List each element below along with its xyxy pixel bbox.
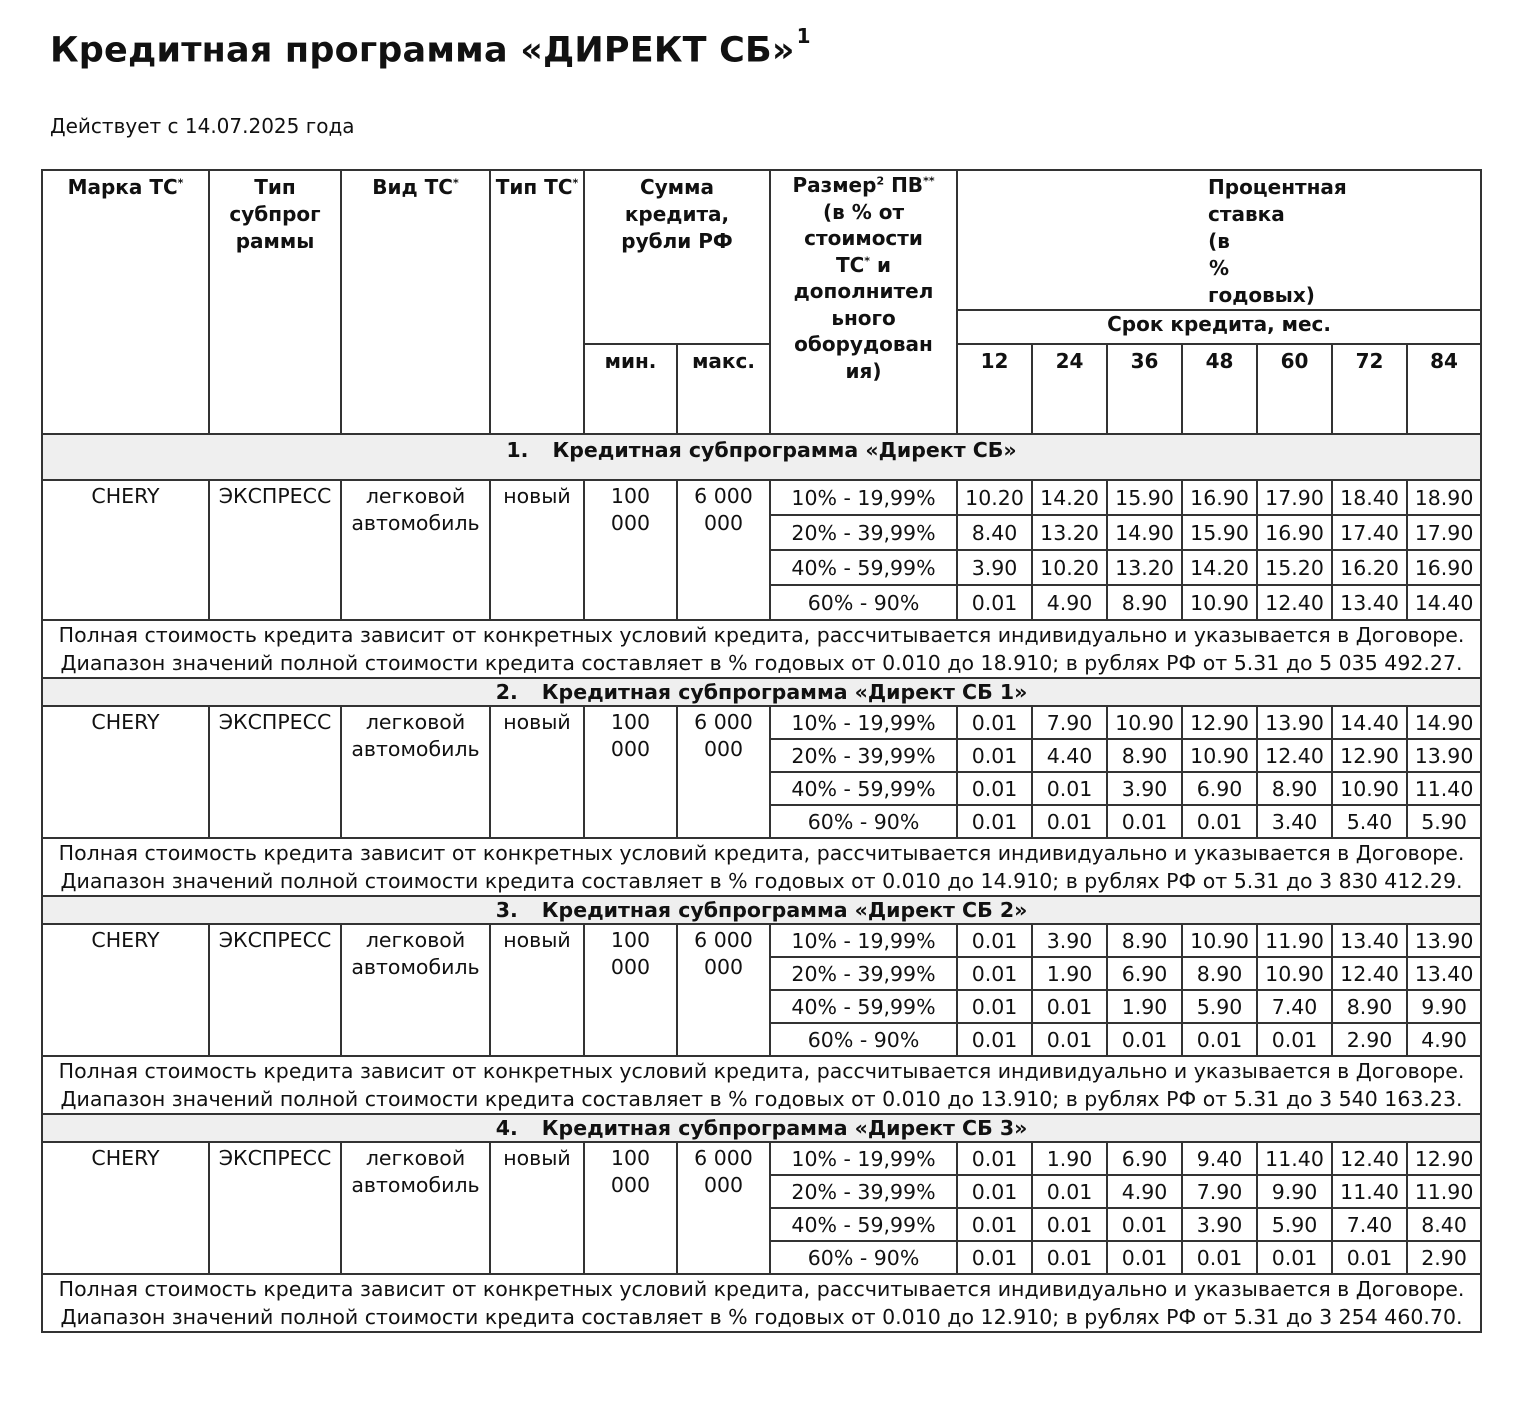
cell-rate-72: 14.40 bbox=[1332, 706, 1407, 739]
header-term: Срок кредита, мес. bbox=[957, 310, 1481, 344]
cell-rate-12: 0.01 bbox=[957, 706, 1032, 739]
cell-rate-24: 3.90 bbox=[1032, 924, 1107, 957]
header-interest-rate: Процентная ставка (в % годовых) bbox=[957, 170, 1481, 310]
rates-table bbox=[41, 169, 1482, 1333]
cell-rate-84: 17.90 bbox=[1407, 515, 1481, 550]
section-header bbox=[42, 434, 1481, 480]
cell-rate-48: 0.01 bbox=[1182, 1023, 1257, 1056]
cell-rate-84: 5.90 bbox=[1407, 805, 1481, 838]
cell-rate-72: 13.40 bbox=[1332, 585, 1407, 620]
cell-down-payment-range: 20% - 39,99% bbox=[770, 739, 957, 772]
cell-subprogram-type: ЭКСПРЕСС bbox=[209, 1142, 341, 1274]
cell-rate-48: 10.90 bbox=[1182, 739, 1257, 772]
cell-rate-36: 0.01 bbox=[1107, 1023, 1182, 1056]
table-row bbox=[42, 924, 1481, 957]
cell-rate-48: 0.01 bbox=[1182, 805, 1257, 838]
cell-rate-72: 2.90 bbox=[1332, 1023, 1407, 1056]
cell-vehicle-type: новый bbox=[490, 480, 584, 620]
cell-rate-84: 18.90 bbox=[1407, 480, 1481, 515]
header-term-60: 60 bbox=[1257, 344, 1332, 434]
section-note-row bbox=[42, 838, 1481, 896]
cell-brand: CHERY bbox=[42, 1142, 209, 1274]
header-term-36: 36 bbox=[1107, 344, 1182, 434]
cell-rate-48: 14.20 bbox=[1182, 550, 1257, 585]
cell-rate-36: 15.90 bbox=[1107, 480, 1182, 515]
cell-rate-36: 6.90 bbox=[1107, 957, 1182, 990]
cell-down-payment-range: 10% - 19,99% bbox=[770, 1142, 957, 1175]
cell-rate-48: 8.90 bbox=[1182, 957, 1257, 990]
cell-subprogram-type: ЭКСПРЕСС bbox=[209, 924, 341, 1056]
cell-rate-60: 12.40 bbox=[1257, 739, 1332, 772]
cell-rate-12: 0.01 bbox=[957, 1208, 1032, 1241]
cell-amount-min: 100 000 bbox=[584, 924, 677, 1056]
cell-rate-12: 0.01 bbox=[957, 772, 1032, 805]
page-title: Кредитная программа «ДИРЕКТ СБ» $^1$ bbox=[50, 24, 811, 71]
cell-down-payment-range: 40% - 59,99% bbox=[770, 550, 957, 585]
cell-rate-48: 10.90 bbox=[1182, 585, 1257, 620]
cell-down-payment-range: 40% - 59,99% bbox=[770, 990, 957, 1023]
cell-rate-12: 0.01 bbox=[957, 1142, 1032, 1175]
cell-rate-60: 8.90 bbox=[1257, 772, 1332, 805]
cell-rate-48: 16.90 bbox=[1182, 480, 1257, 515]
cell-rate-12: 0.01 bbox=[957, 739, 1032, 772]
cell-rate-12: 0.01 bbox=[957, 805, 1032, 838]
cell-vehicle-kind: легковой автомобиль bbox=[341, 1142, 490, 1274]
section-note: Полная стоимость кредита зависит от конкретных условий кредита, рассчитывается индивидуально и указывается в Договоре. Диапазон значений полной стоимости кредита составляет в % годовых от 0.010 до 12.910; в рублях РФ от 5.31 до 3 254 460.70. bbox=[42, 1274, 1481, 1332]
cell-rate-72: 13.40 bbox=[1332, 924, 1407, 957]
cell-rate-72: 18.40 bbox=[1332, 480, 1407, 515]
header-amount-min: мин. bbox=[584, 344, 677, 434]
header-term-72: 72 bbox=[1332, 344, 1407, 434]
section-name: Кредитная субпрограмма «Директ СБ 2» bbox=[541, 898, 1028, 922]
cell-rate-24: 1.90 bbox=[1032, 957, 1107, 990]
cell-rate-36: 6.90 bbox=[1107, 1142, 1182, 1175]
cell-rate-48: 3.90 bbox=[1182, 1208, 1257, 1241]
valid-from: Действует с 14.07.2025 года bbox=[50, 114, 355, 138]
cell-rate-72: 12.40 bbox=[1332, 957, 1407, 990]
cell-rate-48: 7.90 bbox=[1182, 1175, 1257, 1208]
cell-rate-24: 10.20 bbox=[1032, 550, 1107, 585]
cell-rate-36: 0.01 bbox=[1107, 1208, 1182, 1241]
cell-rate-60: 12.40 bbox=[1257, 585, 1332, 620]
cell-rate-60: 13.90 bbox=[1257, 706, 1332, 739]
cell-rate-48: 9.40 bbox=[1182, 1142, 1257, 1175]
cell-down-payment-range: 60% - 90% bbox=[770, 1023, 957, 1056]
cell-vehicle-type: новый bbox=[490, 706, 584, 838]
cell-rate-60: 11.90 bbox=[1257, 924, 1332, 957]
cell-rate-24: 13.20 bbox=[1032, 515, 1107, 550]
cell-rate-24: 4.90 bbox=[1032, 585, 1107, 620]
cell-rate-72: 0.01 bbox=[1332, 1241, 1407, 1274]
cell-rate-36: 14.90 bbox=[1107, 515, 1182, 550]
header-term-12: 12 bbox=[957, 344, 1032, 434]
cell-rate-48: 12.90 bbox=[1182, 706, 1257, 739]
cell-brand: CHERY bbox=[42, 706, 209, 838]
cell-rate-72: 16.20 bbox=[1332, 550, 1407, 585]
cell-down-payment-range: 40% - 59,99% bbox=[770, 772, 957, 805]
cell-rate-48: 5.90 bbox=[1182, 990, 1257, 1023]
section-note-row bbox=[42, 1056, 1481, 1114]
section-title bbox=[42, 434, 1481, 480]
cell-rate-36: 8.90 bbox=[1107, 739, 1182, 772]
cell-rate-48: 10.90 bbox=[1182, 924, 1257, 957]
cell-rate-72: 17.40 bbox=[1332, 515, 1407, 550]
table-row bbox=[42, 706, 1481, 739]
section-title bbox=[42, 896, 1481, 924]
cell-rate-72: 8.90 bbox=[1332, 990, 1407, 1023]
cell-rate-84: 13.90 bbox=[1407, 924, 1481, 957]
section-number: 4. bbox=[495, 1116, 518, 1140]
cell-amount-max: 6 000 000 bbox=[677, 706, 770, 838]
cell-amount-min: 100 000 bbox=[584, 706, 677, 838]
table-row bbox=[42, 480, 1481, 515]
cell-rate-60: 11.40 bbox=[1257, 1142, 1332, 1175]
cell-rate-84: 11.90 bbox=[1407, 1175, 1481, 1208]
section-header bbox=[42, 678, 1481, 706]
cell-rate-84: 9.90 bbox=[1407, 990, 1481, 1023]
cell-subprogram-type: ЭКСПРЕСС bbox=[209, 706, 341, 838]
cell-rate-12: 0.01 bbox=[957, 924, 1032, 957]
cell-rate-12: 10.20 bbox=[957, 480, 1032, 515]
cell-rate-36: 1.90 bbox=[1107, 990, 1182, 1023]
header-loan-amount: Сумма кредита, рубли РФ bbox=[584, 170, 770, 344]
header-brand: Марка ТС* bbox=[42, 170, 209, 434]
cell-rate-48: 6.90 bbox=[1182, 772, 1257, 805]
section-number: 2. bbox=[495, 680, 518, 704]
cell-rate-48: 0.01 bbox=[1182, 1241, 1257, 1274]
cell-rate-72: 12.40 bbox=[1332, 1142, 1407, 1175]
section-note: Полная стоимость кредита зависит от конкретных условий кредита, рассчитывается индивидуально и указывается в Договоре. Диапазон значений полной стоимости кредита составляет в % годовых от 0.010 до 18.910; в рублях РФ от 5.31 до 5 035 492.27. bbox=[42, 620, 1481, 678]
cell-down-payment-range: 10% - 19,99% bbox=[770, 706, 957, 739]
cell-rate-12: 0.01 bbox=[957, 1023, 1032, 1056]
section-number: 3. bbox=[495, 898, 518, 922]
cell-rate-84: 13.40 bbox=[1407, 957, 1481, 990]
cell-rate-84: 14.90 bbox=[1407, 706, 1481, 739]
cell-amount-max: 6 000 000 bbox=[677, 924, 770, 1056]
table-row bbox=[42, 1142, 1481, 1175]
cell-rate-72: 10.90 bbox=[1332, 772, 1407, 805]
cell-vehicle-type: новый bbox=[490, 1142, 584, 1274]
cell-down-payment-range: 20% - 39,99% bbox=[770, 515, 957, 550]
cell-amount-min: 100 000 bbox=[584, 480, 677, 620]
cell-rate-84: 14.40 bbox=[1407, 585, 1481, 620]
cell-rate-24: 7.90 bbox=[1032, 706, 1107, 739]
cell-rate-84: 8.40 bbox=[1407, 1208, 1481, 1241]
section-number: 1. bbox=[506, 438, 529, 462]
cell-rate-36: 8.90 bbox=[1107, 585, 1182, 620]
cell-amount-max: 6 000 000 bbox=[677, 480, 770, 620]
cell-rate-84: 2.90 bbox=[1407, 1241, 1481, 1274]
header-vehicle-type: Тип ТС* bbox=[490, 170, 584, 434]
cell-rate-60: 5.90 bbox=[1257, 1208, 1332, 1241]
cell-rate-60: 3.40 bbox=[1257, 805, 1332, 838]
cell-rate-24: 4.40 bbox=[1032, 739, 1107, 772]
cell-rate-12: 0.01 bbox=[957, 990, 1032, 1023]
cell-rate-24: 0.01 bbox=[1032, 1208, 1107, 1241]
header-subprogram-type: Тип субпрог раммы bbox=[209, 170, 341, 434]
cell-rate-36: 8.90 bbox=[1107, 924, 1182, 957]
cell-rate-72: 5.40 bbox=[1332, 805, 1407, 838]
cell-amount-max: 6 000 000 bbox=[677, 1142, 770, 1274]
cell-rate-24: 0.01 bbox=[1032, 772, 1107, 805]
cell-rate-24: 14.20 bbox=[1032, 480, 1107, 515]
cell-rate-60: 9.90 bbox=[1257, 1175, 1332, 1208]
section-note-row bbox=[42, 620, 1481, 678]
cell-rate-60: 0.01 bbox=[1257, 1023, 1332, 1056]
cell-amount-min: 100 000 bbox=[584, 1142, 677, 1274]
cell-rate-36: 0.01 bbox=[1107, 1241, 1182, 1274]
cell-down-payment-range: 60% - 90% bbox=[770, 585, 957, 620]
section-name: Кредитная субпрограмма «Директ СБ» bbox=[552, 438, 1017, 462]
cell-rate-12: 3.90 bbox=[957, 550, 1032, 585]
cell-down-payment-range: 40% - 59,99% bbox=[770, 1208, 957, 1241]
header-vehicle-kind: Вид ТС* bbox=[341, 170, 490, 434]
cell-rate-24: 0.01 bbox=[1032, 1241, 1107, 1274]
header-amount-max: макс. bbox=[677, 344, 770, 434]
cell-brand: CHERY bbox=[42, 480, 209, 620]
cell-rate-72: 11.40 bbox=[1332, 1175, 1407, 1208]
cell-rate-84: 4.90 bbox=[1407, 1023, 1481, 1056]
section-title bbox=[42, 1114, 1481, 1142]
header-term-48: 48 bbox=[1182, 344, 1257, 434]
cell-rate-12: 0.01 bbox=[957, 1241, 1032, 1274]
section-header bbox=[42, 1114, 1481, 1142]
table-body bbox=[42, 434, 1481, 1332]
cell-down-payment-range: 60% - 90% bbox=[770, 805, 957, 838]
header-term-84: 84 bbox=[1407, 344, 1481, 434]
cell-rate-12: 8.40 bbox=[957, 515, 1032, 550]
cell-rate-84: 12.90 bbox=[1407, 1142, 1481, 1175]
section-note: Полная стоимость кредита зависит от конкретных условий кредита, рассчитывается индивидуально и указывается в Договоре. Диапазон значений полной стоимости кредита составляет в % годовых от 0.010 до 13.910; в рублях РФ от 5.31 до 3 540 163.23. bbox=[42, 1056, 1481, 1114]
cell-down-payment-range: 10% - 19,99% bbox=[770, 480, 957, 515]
header-down-payment: Размер$^2$ ПВ** (в % от стоимости ТС* и дополнител ьного оборудован ия) bbox=[770, 170, 957, 434]
cell-rate-12: 0.01 bbox=[957, 585, 1032, 620]
cell-rate-60: 0.01 bbox=[1257, 1241, 1332, 1274]
section-note-row bbox=[42, 1274, 1481, 1332]
cell-vehicle-kind: легковой автомобиль bbox=[341, 480, 490, 620]
cell-rate-72: 12.90 bbox=[1332, 739, 1407, 772]
cell-rate-24: 0.01 bbox=[1032, 1175, 1107, 1208]
cell-rate-24: 0.01 bbox=[1032, 1023, 1107, 1056]
cell-rate-24: 0.01 bbox=[1032, 805, 1107, 838]
cell-rate-60: 17.90 bbox=[1257, 480, 1332, 515]
section-note: Полная стоимость кредита зависит от конкретных условий кредита, рассчитывается индивидуально и указывается в Договоре. Диапазон значений полной стоимости кредита составляет в % годовых от 0.010 до 14.910; в рублях РФ от 5.31 до 3 830 412.29. bbox=[42, 838, 1481, 896]
cell-rate-72: 7.40 bbox=[1332, 1208, 1407, 1241]
cell-rate-36: 0.01 bbox=[1107, 805, 1182, 838]
cell-rate-36: 13.20 bbox=[1107, 550, 1182, 585]
cell-rate-84: 16.90 bbox=[1407, 550, 1481, 585]
cell-subprogram-type: ЭКСПРЕСС bbox=[209, 480, 341, 620]
cell-down-payment-range: 60% - 90% bbox=[770, 1241, 957, 1274]
title-footnote-mark: 1 bbox=[796, 24, 811, 48]
section-title bbox=[42, 678, 1481, 706]
cell-rate-36: 10.90 bbox=[1107, 706, 1182, 739]
cell-brand: CHERY bbox=[42, 924, 209, 1056]
cell-rate-48: 15.90 bbox=[1182, 515, 1257, 550]
header-term-24: 24 bbox=[1032, 344, 1107, 434]
cell-rate-24: 0.01 bbox=[1032, 990, 1107, 1023]
section-name: Кредитная субпрограмма «Директ СБ 1» bbox=[541, 680, 1028, 704]
cell-vehicle-type: новый bbox=[490, 924, 584, 1056]
cell-rate-12: 0.01 bbox=[957, 1175, 1032, 1208]
cell-rate-60: 16.90 bbox=[1257, 515, 1332, 550]
cell-down-payment-range: 10% - 19,99% bbox=[770, 924, 957, 957]
cell-rate-36: 3.90 bbox=[1107, 772, 1182, 805]
cell-rate-60: 10.90 bbox=[1257, 957, 1332, 990]
cell-rate-84: 11.40 bbox=[1407, 772, 1481, 805]
cell-rate-60: 7.40 bbox=[1257, 990, 1332, 1023]
cell-rate-36: 4.90 bbox=[1107, 1175, 1182, 1208]
cell-rate-12: 0.01 bbox=[957, 957, 1032, 990]
cell-down-payment-range: 20% - 39,99% bbox=[770, 1175, 957, 1208]
cell-vehicle-kind: легковой автомобиль bbox=[341, 924, 490, 1056]
cell-rate-60: 15.20 bbox=[1257, 550, 1332, 585]
section-name: Кредитная субпрограмма «Директ СБ 3» bbox=[541, 1116, 1028, 1140]
table-header bbox=[42, 170, 1481, 434]
cell-rate-84: 13.90 bbox=[1407, 739, 1481, 772]
cell-rate-24: 1.90 bbox=[1032, 1142, 1107, 1175]
cell-down-payment-range: 20% - 39,99% bbox=[770, 957, 957, 990]
section-header bbox=[42, 896, 1481, 924]
cell-vehicle-kind: легковой автомобиль bbox=[341, 706, 490, 838]
